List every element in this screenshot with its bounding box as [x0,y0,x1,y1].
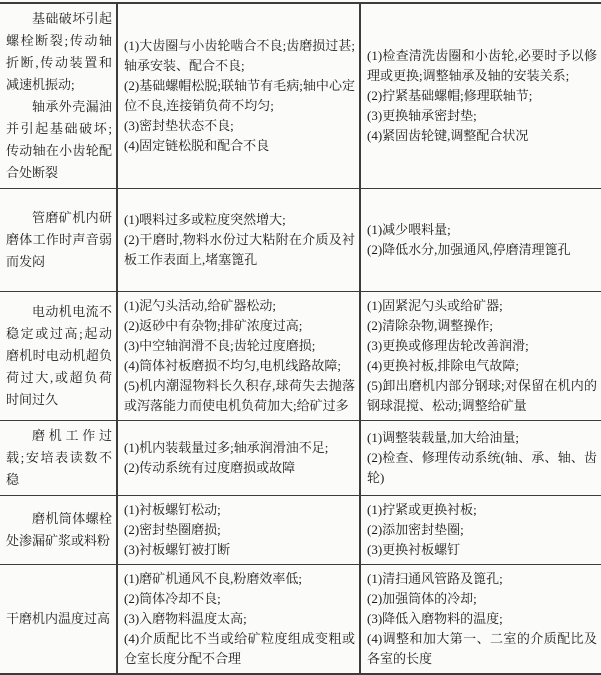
cause-item: (3)密封垫状态不良; [124,118,234,133]
remedy-item: (2)拧紧基础螺帽;修理联轴节; [367,88,533,103]
cause-item: (3)中空轴润滑不良;齿轮过度磨损; [124,338,316,353]
remedies-cell [360,189,601,292]
remedy-item: (4)调整和加大第一、二室的介质配比及各室的长度 [367,631,597,666]
remedy-item: (3)更换衬板螺钉 [367,542,461,557]
symptom-paragraph: 磨机筒体螺栓处渗漏矿浆或料粉 [6,511,112,548]
table-row [0,565,601,675]
symptom-paragraph: 管磨矿机内研磨体工作时声音弱而发闷 [6,210,112,269]
cause-item: (1)衬板螺钉松动; [124,502,221,517]
table-row [0,3,601,189]
causes-cell [117,189,360,292]
causes-cell [117,3,360,189]
remedies-cell [360,3,601,189]
remedy-item: (2)降低水分,加强通风,停磨清理篦孔 [367,242,571,257]
remedies-cell [360,292,601,421]
remedy-item: (1)清扫通风管路及篦孔; [367,571,503,586]
cause-item: (2)返砂中有杂物;排矿浓度过高; [124,318,303,333]
causes-cell [117,496,360,565]
remedy-item: (4)更换衬板,排除电气故障; [367,358,520,373]
symptom-cell [0,421,117,496]
cause-item: (2)基础螺帽松脱;联轴节有毛病;轴中心定位不良,连接销负荷不均匀; [124,78,355,113]
table-row [0,496,601,565]
cause-item: (1)喂料过多或粒度突然增大; [124,212,286,227]
cause-item: (2)传动系统有过度磨损或故障 [124,460,296,475]
cause-item: (1)机内装载量过多;轴承润滑油不足; [124,440,329,455]
remedy-item: (2)加强筒体的冷却; [367,591,477,606]
symptom-paragraph: 磨机工作过载;安培表读数不稳 [6,428,112,487]
troubleshooting-table [0,2,601,675]
symptom-cell [0,565,117,675]
symptom-paragraph: 轴承外壳漏油并引起基础破坏;传动轴在小齿轮配合处断裂 [6,99,112,180]
remedies-cell [360,496,601,565]
remedies-cell [360,565,601,675]
causes-cell [117,565,360,675]
symptom-cell [0,496,117,565]
remedy-item: (1)固紧泥勺头或给矿器; [367,298,503,313]
cause-item: (2)干磨时,物料水份过大粘附在介质及衬板工作表面上,堵塞篦孔 [124,232,355,267]
table-row [0,421,601,496]
remedy-item: (1)减少喂料量; [367,222,451,237]
symptom-paragraph: 干磨机内温度过高 [6,611,111,626]
causes-cell [117,421,360,496]
cause-item: (2)密封垫圈磨损; [124,522,221,537]
cause-item: (4)筒体衬板磨损不均匀,电机线路故障; [124,358,342,373]
causes-cell [117,292,360,421]
remedy-item: (2)检查、修理传动系统(轴、承、轴、齿轮) [367,450,597,485]
cause-item: (5)机内潮湿物料长久积存,球荷失去抛落或泻落能力而使电机负荷加大;给矿过多 [124,378,355,413]
remedy-item: (1)检查清洗齿圈和小齿轮,必要时予以修理或更换;调整轴承及轴的安装关系; [367,48,597,83]
table-row [0,292,601,421]
remedy-item: (2)清除杂物,调整操作; [367,318,494,333]
remedy-item: (3)降低入磨物料的温度; [367,611,503,626]
cause-item: (3)入磨物料温度太高; [124,611,247,626]
remedy-item: (4)紧固齿轮键,调整配合状况 [367,128,529,143]
cause-item: (3)衬板螺钉被打断 [124,542,231,557]
symptom-paragraph: 基础破坏引起螺栓断裂;传动轴折断,传动装置和减速机振动; [6,11,112,92]
cause-item: (2)筒体冷却不良; [124,591,221,606]
table-row [0,189,601,292]
remedies-cell [360,421,601,496]
remedy-item: (2)添加密封垫圈; [367,522,464,537]
symptom-cell [0,189,117,292]
remedy-item: (5)卸出磨机内部分钢球;对保留在机内的钢球混搅、松动;调整给矿量 [367,378,597,413]
symptom-cell [0,3,117,189]
cause-item: (4)固定链松脱和配合不良 [124,138,270,153]
cause-item: (1)磨矿机通风不良,粉磨效率低; [124,571,303,586]
remedy-item: (1)拧紧或更换衬板; [367,502,477,517]
symptom-paragraph: 电动机电流不稳定或过高;起动磨机时电动机超负荷过大,或超负荷时间过久 [6,304,112,407]
remedy-item: (3)更换轴承密封垫; [367,108,477,123]
cause-item: (4)介质配比不当或给矿粒度组成变粗或仓室长度分配不合理 [124,631,355,666]
remedy-item: (1)调整装载量,加大给油量; [367,430,520,445]
cause-item: (1)泥勺头活动,给矿器松动; [124,298,277,313]
symptom-cell [0,292,117,421]
remedy-item: (3)更换或修理齿轮改善润滑; [367,338,529,353]
cause-item: (1)大齿圈与小齿轮啮合不良;齿磨损过甚;轴承安装、配合不良; [124,38,355,73]
